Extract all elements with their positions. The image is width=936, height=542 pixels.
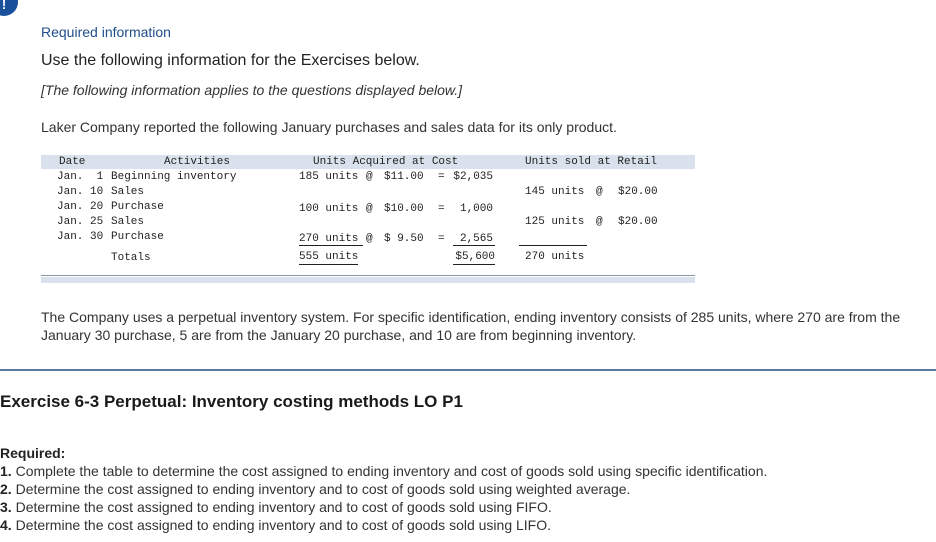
required-item (0, 516, 767, 534)
total-cost-underline (453, 245, 495, 246)
header-units-acquired: Units Acquired at Cost (313, 156, 459, 168)
header-units-sold: Units sold at Retail (525, 156, 658, 168)
required-information-title: Required information (41, 24, 171, 40)
row-acquired-units: 270 units (299, 233, 359, 245)
exercise-title: Exercise 6-3 Perpetual: Inventory costing methods LO P1 (0, 392, 463, 411)
required-item-number: 4. (0, 517, 12, 533)
row-sold-units: 125 units (525, 216, 585, 228)
intro-text: Laker Company reported the following January purchases and sales data for its only product. (41, 119, 617, 135)
row-unit-cost: $ 9.50 (384, 233, 424, 245)
row-activity: Beginning inventory (111, 171, 237, 183)
totals-sold-units: 270 units (525, 251, 585, 263)
row-retail-price: $20.00 (618, 216, 658, 228)
row-unit-cost: $11.00 (384, 171, 424, 183)
row-at-sign: @ (366, 233, 373, 245)
row-at-sign: @ (366, 203, 373, 215)
totals-acquired-units: 555 units (299, 251, 359, 263)
totals-cost: $5,600 (453, 250, 495, 265)
row-date: Jan. 10 (57, 186, 104, 198)
row-acquired-units: 100 units (299, 203, 359, 215)
required-item (0, 498, 767, 516)
row-date: Jan. 1 (57, 171, 104, 183)
applies-note: [The following information applies to the questions displayed below.] (41, 82, 463, 98)
required-item-number: 1. (0, 463, 12, 479)
row-sold-at-sign: @ (596, 216, 603, 228)
row-retail-price: $20.00 (618, 186, 658, 198)
row-activity: Sales (111, 186, 145, 198)
row-total-cost: 1,000 (459, 203, 493, 215)
section-divider (0, 369, 936, 371)
row-unit-cost: $10.00 (384, 203, 424, 215)
row-sold-units: 145 units (525, 186, 585, 198)
required-item-text: Determine the cost assigned to ending inventory and to cost of goods sold using weighted average. (11, 481, 631, 497)
required-item-text: Determine the cost assigned to ending inventory and to cost of goods sold using FIFO. (11, 499, 552, 515)
row-total-cost: 2,565 (459, 233, 493, 245)
row-at-sign: @ (366, 171, 373, 183)
instructions-heading: Use the following information for the Exercises below. (41, 52, 420, 69)
row-equals-sign: = (438, 171, 445, 183)
row-total-cost: $2,035 (453, 171, 493, 183)
required-item (0, 462, 767, 480)
totals-label: Totals (111, 252, 151, 264)
row-activity: Purchase (111, 201, 164, 213)
required-item-text: Determine the cost assigned to ending inventory and to cost of goods sold using LIFO. (11, 517, 552, 533)
row-activity: Purchase (111, 231, 164, 243)
row-activity: Sales (111, 216, 145, 228)
alert-icon: ! (0, 0, 18, 16)
row-equals-sign: = (438, 233, 445, 245)
row-date: Jan. 25 (57, 216, 104, 228)
units-underline (299, 245, 363, 246)
sold-units-underline (519, 245, 587, 246)
row-equals-sign: = (438, 203, 445, 215)
row-sold-at-sign: @ (596, 186, 603, 198)
required-label: Required: (0, 445, 66, 461)
required-item-number: 3. (0, 499, 12, 515)
table-footer-line (41, 275, 695, 276)
row-acquired-units: 185 units (299, 171, 359, 183)
table-footer-band (41, 277, 695, 283)
header-activities: Activities (164, 156, 231, 168)
inventory-system-description: The Company uses a perpetual inventory system. For specific identification, ending inventory consists of 285 units, where 270 are from the January 30 purchase, 5 are from the January 20 purchase, and 10 are from beginning inventory. (41, 309, 901, 343)
required-section (0, 444, 767, 534)
required-item-number: 2. (0, 481, 12, 497)
required-item (0, 480, 767, 498)
row-date: Jan. 20 (57, 201, 104, 213)
row-date: Jan. 30 (57, 231, 104, 243)
header-date: Date (59, 156, 86, 168)
inventory-data-table (41, 155, 695, 283)
required-item-text: Complete the table to determine the cost assigned to ending inventory and cost of goods sold using specific identification. (11, 463, 768, 479)
